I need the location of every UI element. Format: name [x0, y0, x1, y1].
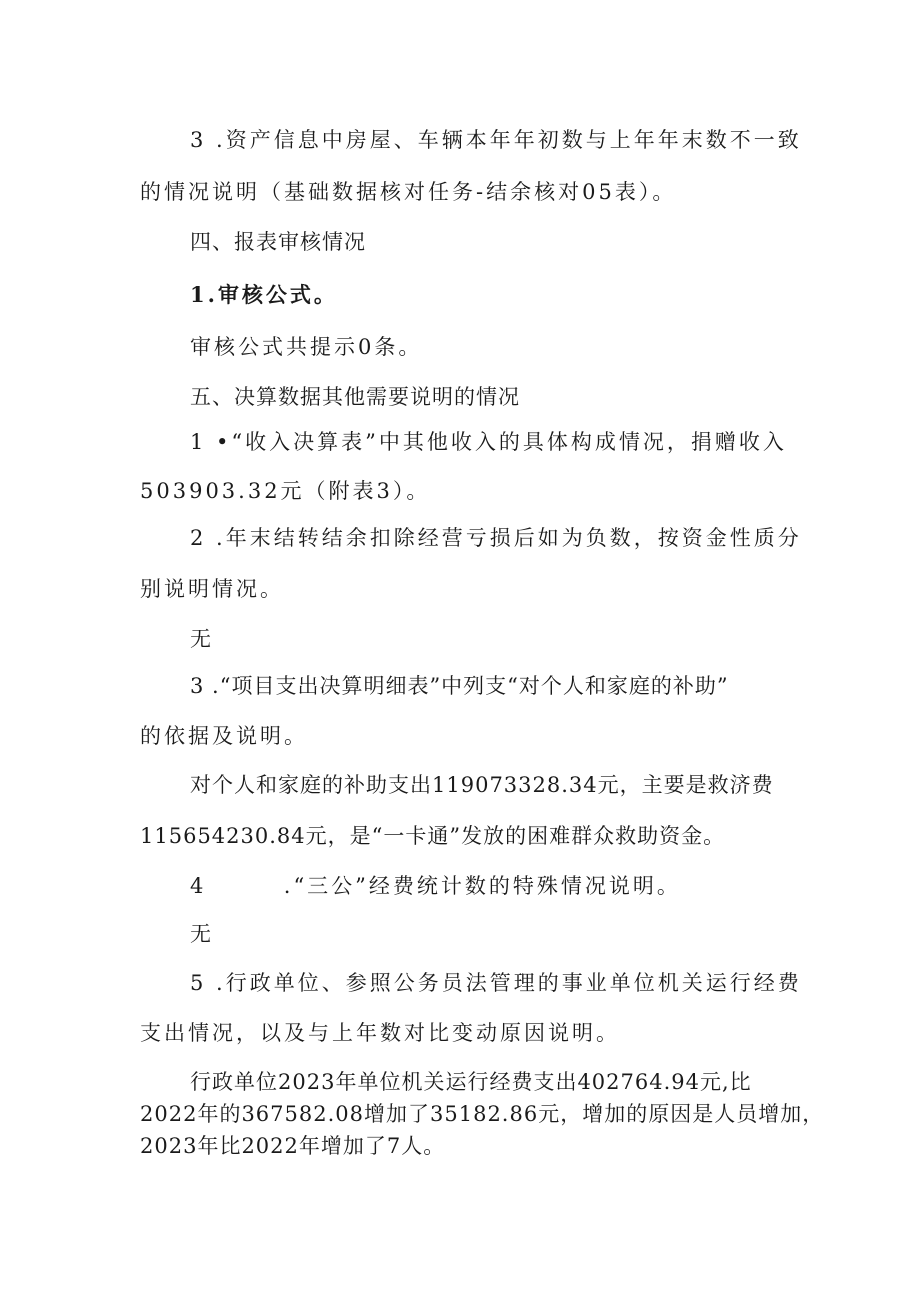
item-1-income-line-2: 503903.32元（附表3）。 [140, 479, 431, 503]
item-3-subsidy-line-2: 115654230.84元，是“一卡通”发放的困难群众救助资金。 [140, 824, 726, 848]
item-1-income-line-1: 1 •“收入决算表”中其他收入的具体构成情况，捐赠收入 [190, 430, 787, 454]
item-3-assets-line-2: 的情况说明（基础数据核对任务-结余核对05表）。 [140, 180, 677, 204]
section-four-heading: 四、报表审核情况 [190, 230, 366, 254]
item-2-answer: 无 [190, 627, 214, 651]
item-3-project-line-2: 的依据及说明。 [140, 724, 308, 748]
item-4-three-public-line: 4 .“三公”经费统计数的特殊情况说明。 [190, 874, 681, 898]
item-5-admin-line-1: 5 .行政单位、参照公务员法管理的事业单位机关运行经费 [190, 971, 802, 995]
item-2-balance-line-2: 别说明情况。 [140, 577, 284, 601]
item-5-admin-line-2: 支出情况，以及与上年数对比变动原因说明。 [140, 1021, 620, 1045]
section-five-heading: 五、决算数据其他需要说明的情况 [190, 385, 520, 409]
audit-formula-heading: 1.审核公式。 [190, 282, 338, 307]
item-2-balance-line-1: 2 .年末结转结余扣除经营亏损后如为负数，按资金性质分 [190, 526, 802, 550]
item-3-project-line-1: 3 .“项目支出决算明细表”中列支“对个人和家庭的补助” [190, 674, 729, 698]
item-4-answer: 无 [190, 922, 214, 946]
item-3-subsidy-line-1: 对个人和家庭的补助支出119073328.34元，主要是救济费 [190, 773, 774, 797]
item-5-expense-line-3: 2023年比2022年增加了7人。 [140, 1134, 446, 1158]
item-3-assets-line-1: 3 .资产信息中房屋、车辆本年年初数与上年年末数不一致 [190, 128, 802, 152]
item-5-expense-line-2: 2022年的367582.08增加了35182.86元，增加的原因是人员增加， [140, 1102, 825, 1126]
audit-formula-text: 审核公式共提示0条。 [190, 335, 423, 359]
item-5-expense-line-1: 行政单位2023年单位机关运行经费支出402764.94元,比 [190, 1070, 752, 1094]
